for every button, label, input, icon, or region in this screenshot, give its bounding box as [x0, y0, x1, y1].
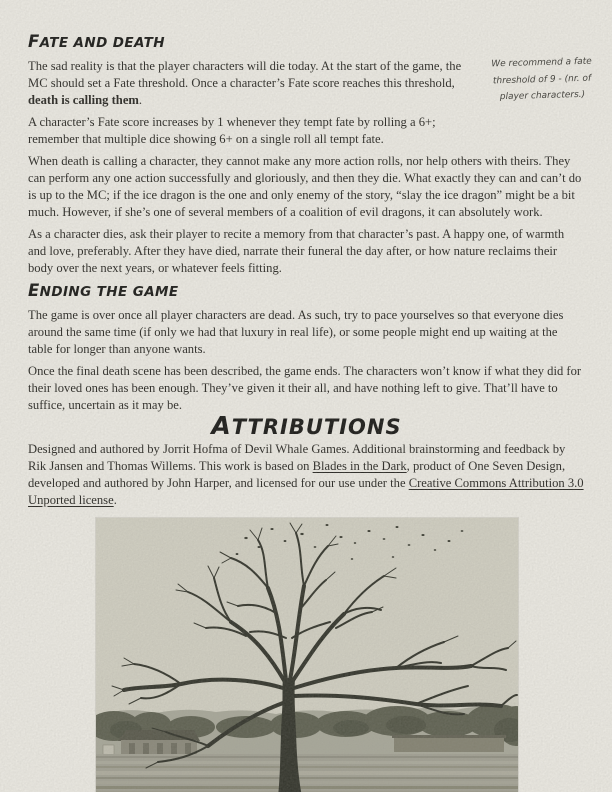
- margin-note-line: threshold of 9 - (nr. of: [492, 73, 592, 86]
- page-content: [28, 32, 592, 792]
- fate-paragraph-1: [28, 58, 472, 109]
- text-segment: Designed and authored by Jorrit Hofma of Devil Whale Games. Additional brainstorming and feedback by Rik Jansen and Thomas Willems. This work is based on: [28, 442, 566, 473]
- text-segment: As a character dies, ask their player to recite a memory from that character’s past. A happy one, of warmth and love, preferably. After they have died, narrate their funeral the day after, or how nature reclaims their body over the next years, or whatever feels fitting.: [28, 227, 565, 275]
- text-segment: Once the final death scene has been described, the game ends. The characters won’t know if what they did for their loved ones has been enough. They’ve given it their all, and have nothing left to give. That’ll have to suffice, uncertain as it may be.: [28, 364, 582, 412]
- ending-paragraph-2: [28, 363, 585, 414]
- text-segment: A character’s Fate score increases by 1 whenever they tempt fate by rolling a 6+; remember that multiple dice showing 6+ on a single roll all tempt fate.: [28, 115, 436, 146]
- attributions-paragraph: [28, 441, 585, 509]
- margin-note: [479, 53, 604, 106]
- heading-ending-the-game: ENDING THE GAME: [28, 281, 179, 300]
- text-segment: The game is over once all player characters are dead. As such, try to pace yourselves so that everyone dies around the same time (if only we had that luxury in real life), or some people might end up waiting at the table for longer than anyone wants.: [28, 308, 564, 356]
- fate-paragraph-3: [28, 153, 585, 221]
- text-segment: , product of One Seven Design, developed and authored by John Harper, and licensed for our use under the: [28, 459, 566, 490]
- text-segment: .: [138, 93, 143, 107]
- text-segment: .: [113, 493, 117, 507]
- cc-by-3-license-link[interactable]: Creative Commons Attribution 3.0 Unported license: [28, 476, 584, 507]
- bold-text: death is calling them: [28, 93, 139, 107]
- blades-in-the-dark-link[interactable]: Blades in the Dark: [312, 459, 407, 473]
- dead-tree-photo-image: [96, 518, 518, 792]
- fate-intro-block: [28, 56, 592, 148]
- fate-paragraph-2: [28, 114, 472, 148]
- margin-note-line: player characters.): [499, 89, 586, 103]
- margin-note-line: We recommend a fate: [491, 56, 592, 70]
- text-segment: When death is calling a character, they cannot make any more action rolls, nor help others with theirs. They can perform any one action successfully and gloriously, and then they die. What exactly they can and can’t do is up to the MC; if the ice dragon is the one and only enemy of the story, “slay the ice dragon” might be a bit much. However, if she’s one of several members of a coalition of evil dragons, it can absolutely work.: [28, 154, 582, 219]
- fate-paragraph-4: [28, 226, 585, 277]
- ending-paragraph-1: [28, 307, 585, 358]
- heading-attributions: ATTRIBUTIONS: [211, 411, 402, 440]
- dead-tree-photo: [96, 518, 518, 792]
- heading-fate-and-death: FATE AND DEATH: [28, 32, 165, 51]
- text-segment: The sad reality is that the player characters will die today. At the start of the game, the MC should set a Fate threshold. Once a character’s Fate score reaches this threshold,: [28, 59, 462, 90]
